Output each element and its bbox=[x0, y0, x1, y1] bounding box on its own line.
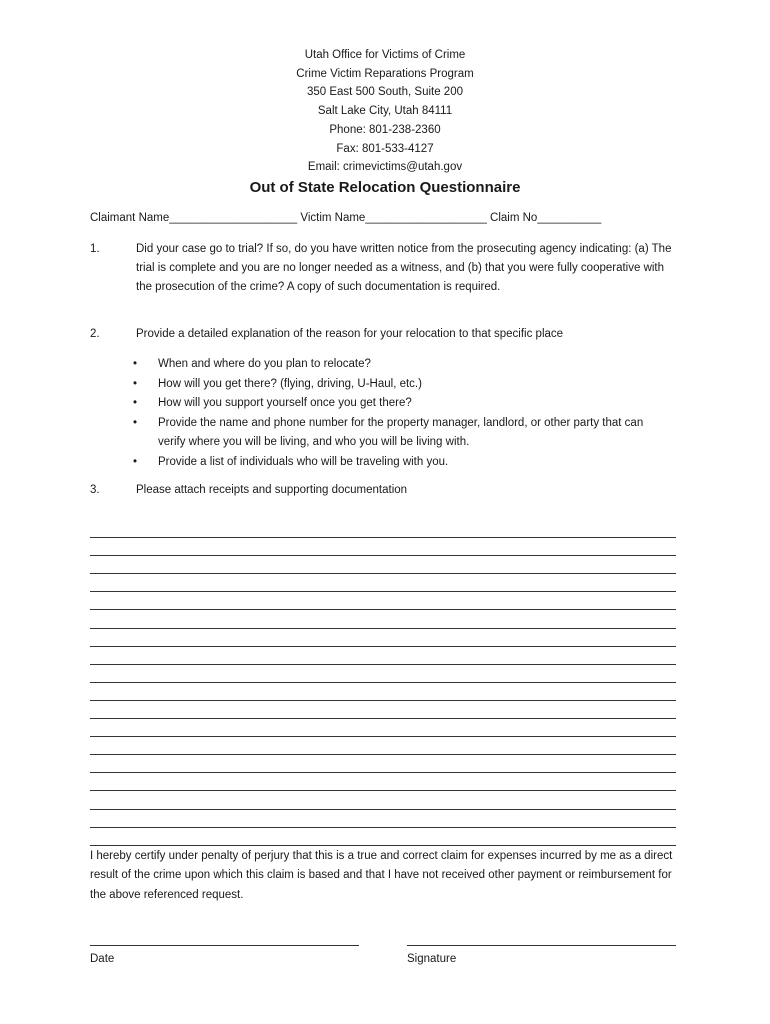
list-item: • How will you get there? (flying, driving, U-Haul, etc.) bbox=[132, 375, 672, 395]
write-line[interactable] bbox=[90, 701, 676, 719]
write-line[interactable] bbox=[90, 773, 676, 791]
question-3-number: 3. bbox=[90, 484, 100, 496]
write-line[interactable] bbox=[90, 629, 676, 647]
write-line[interactable] bbox=[90, 520, 676, 538]
bullet-icon: • bbox=[133, 397, 138, 409]
program-name: Crime Victim Reparations Program bbox=[296, 67, 474, 80]
document-title: Out of State Relocation Questionnaire bbox=[249, 179, 521, 196]
date-label: Date bbox=[90, 953, 115, 965]
question-2-number: 2. bbox=[90, 328, 100, 340]
write-line[interactable] bbox=[90, 665, 676, 683]
bullet-icon: • bbox=[133, 358, 138, 370]
list-item: • Provide the name and phone number for the property manager, landlord, or other party that can verify where you will be living, and who you will be living with. bbox=[132, 414, 672, 453]
write-line[interactable] bbox=[90, 574, 676, 592]
write-line[interactable] bbox=[90, 538, 676, 556]
bullet-icon: • bbox=[133, 416, 138, 429]
question-1 bbox=[90, 240, 680, 297]
certification-statement: I hereby certify under penalty of perjury that this is a true and correct claim for expenses incurred by me as a direct result of the crime upon which this claim is based and that I have not received other payment or reimbursement for the above referenced request. bbox=[90, 850, 673, 901]
question-3-text: Please attach receipts and supporting documentation bbox=[136, 484, 408, 496]
phone-number: Phone: 801-238-2360 bbox=[329, 123, 441, 136]
fax-number: Fax: 801-533-4127 bbox=[336, 142, 434, 155]
question-2 bbox=[90, 325, 680, 344]
write-line[interactable] bbox=[90, 647, 676, 665]
write-line[interactable] bbox=[90, 828, 676, 846]
write-line[interactable] bbox=[90, 592, 676, 610]
list-item: • When and where do you plan to relocate? bbox=[132, 355, 672, 375]
question-3 bbox=[90, 481, 680, 500]
write-line[interactable] bbox=[90, 791, 676, 809]
write-line[interactable] bbox=[90, 755, 676, 773]
signature-label: Signature bbox=[407, 953, 457, 965]
relocation-details-list bbox=[132, 355, 672, 472]
write-line[interactable] bbox=[90, 610, 676, 628]
claim-info-line[interactable]: Claimant Name____________________ Victim Name___________________ Claim No__________ bbox=[90, 212, 602, 224]
write-line[interactable] bbox=[90, 810, 676, 828]
agency-header bbox=[0, 46, 770, 177]
address-line-2: Salt Lake City, Utah 84111 bbox=[317, 105, 453, 118]
list-item: • How will you support yourself once you get there? bbox=[132, 394, 672, 414]
question-1-text: Did your case go to trial? If so, do you have written notice from the prosecuting agency indicating: (a) The trial is complete and you are no longer needed as a witness, and (b) that you were fully cooperative with the prosecution of the crime? A copy of such documentation is required. bbox=[136, 243, 672, 293]
agency-name: Utah Office for Victims of Crime bbox=[304, 49, 466, 61]
question-1-number: 1. bbox=[90, 243, 100, 255]
list-item: • Provide a list of individuals who will be traveling with you. bbox=[132, 453, 672, 473]
bullet-icon: • bbox=[133, 455, 138, 468]
write-line[interactable] bbox=[90, 556, 676, 574]
bullet-icon: • bbox=[133, 377, 138, 390]
question-2-text: Provide a detailed explanation of the reason for your relocation to that specific place bbox=[136, 328, 564, 340]
address-line-1: 350 East 500 South, Suite 200 bbox=[306, 86, 463, 99]
date-line[interactable] bbox=[90, 945, 359, 946]
write-line[interactable] bbox=[90, 683, 676, 701]
explanation-writing-area[interactable] bbox=[90, 520, 676, 846]
email-address: Email: crimevictims@utah.gov bbox=[307, 161, 463, 174]
signature-line[interactable] bbox=[407, 945, 676, 946]
write-line[interactable] bbox=[90, 737, 676, 755]
write-line[interactable] bbox=[90, 719, 676, 737]
